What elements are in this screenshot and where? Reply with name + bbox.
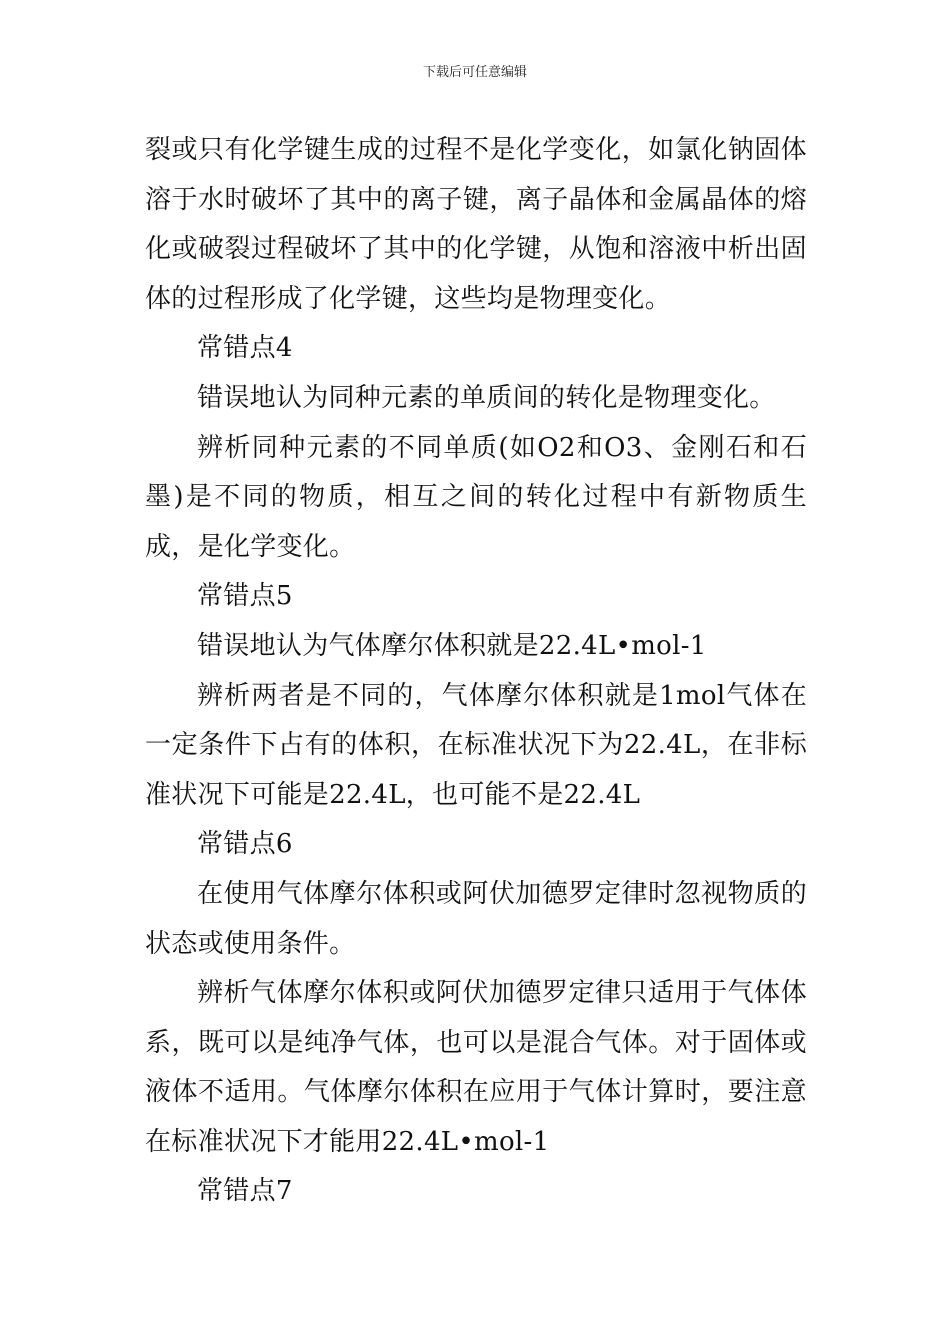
page-header: 下载后可任意编辑 (422, 65, 527, 80)
paragraph-continuation: 裂或只有化学键生成的过程不是化学变化，如氯化钠固体溶于水时破坏了其中的离子键，离子晶体和金属晶体的熔化或破裂过程破坏了其中的化学键，从饱和溶液中析出固体的过程形成了化学键，这些均是物理变化。 (145, 135, 807, 314)
heading-error-point-7: 常错点7 (197, 1176, 293, 1207)
heading-error-point-4: 常错点4 (197, 333, 293, 364)
paragraph-error-6: 在使用气体摩尔体积或阿伏加德罗定律时忽视物质的状态或使用条件。 (145, 878, 807, 959)
heading-error-point-6: 常错点6 (197, 829, 293, 860)
paragraph-error-4: 错误地认为同种元素的单质间的转化是物理变化。 (197, 382, 776, 413)
heading-error-point-5: 常错点5 (197, 581, 293, 612)
paragraph-error-5: 错误地认为气体摩尔体积就是22.4L•mol-1 (197, 630, 707, 661)
paragraph-analysis-5: 辨析两者是不同的，气体摩尔体积就是1mol气体在一定条件下占有的体积，在标准状况下为22.4L，在非标准状况下可能是22.4L，也可能不是22.4L (145, 680, 807, 810)
paragraph-analysis-6: 辨析气体摩尔体积或阿伏加德罗定律只适用于气体体系，既可以是纯净气体，也可以是混合气体。对于固体或液体不适用。气体摩尔体积在应用于气体计算时，要注意在标准状况下才能用22.4L•mol-1 (145, 978, 807, 1157)
paragraph-analysis-4: 辨析同种元素的不同单质(如O2和O3、金刚石和石墨)是不同的物质，相互之间的转化过程中有新物质生成，是化学变化。 (145, 432, 807, 562)
document-body (145, 126, 807, 1217)
